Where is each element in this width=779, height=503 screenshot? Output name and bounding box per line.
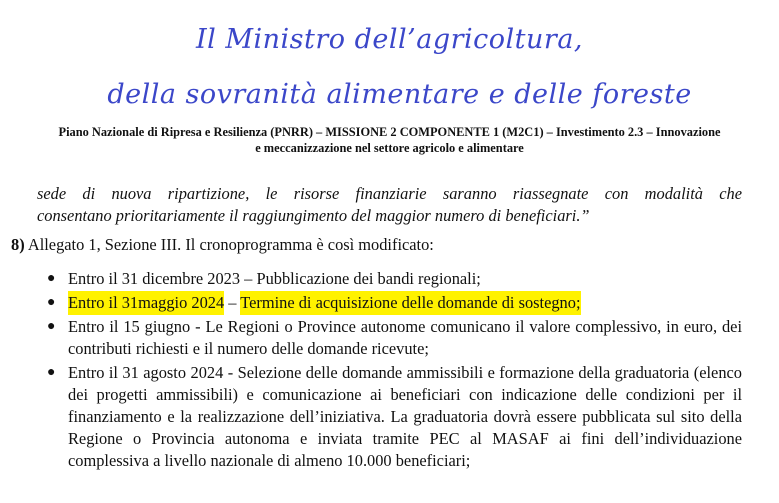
bullet-icon: ● [47,365,56,380]
subtitle-line-2: e meccanizzazione nel settore agricolo e alimentare [255,141,524,155]
quote-line-1: sede di nuova ripartizione, le risorse finanziarie saranno riassegnate con modalità che [37,184,742,203]
timeline-list [47,268,742,474]
bullet-icon: ● [47,271,56,286]
subtitle-line-1: Piano Nazionale di Ripresa e Resilienza (PNRR) – MISSIONE 2 COMPONENTE 1 (M2C1) – Investimento 2.3 – Innovazione [58,125,721,139]
list-item-text: Entro il 31 agosto 2024 - Selezione delle domande ammissibili e formazione della graduatoria (elenco dei progetti ammissibili) e comunicazione ai beneficiari con indicazione delle condizioni per il finanziamento e la realizzazione dell’iniziativa. La graduatoria dovrà essere pubblicata sul sito della Regione o Provincia autonoma e inviata tramite PEC al MASAF ai fini dell’individuazione complessiva a livello nazionale di almeno 10.000 beneficiari; [68,363,742,470]
bullet-icon: ● [47,319,56,334]
list-item [47,316,742,360]
highlighted-text: Termine di acquisizione delle domande di sostegno; [240,291,580,315]
list-item-highlighted [47,292,742,314]
highlighted-date: Entro il 31maggio 2024 [68,291,224,315]
separator: – [224,293,241,312]
quote-line-2: consentano prioritariamente il raggiungimento del maggior numero di beneficiari.” [37,206,590,225]
section-text: Allegato 1, Sezione III. Il cronoprogramma è così modificato: [27,235,434,254]
list-item [47,268,742,290]
list-item-text: Entro il 15 giugno - Le Regioni o Province autonome comunicano il valore complessivo, in euro, dei contributi richiesti e il numero delle domande ricevute; [68,317,742,358]
quoted-paragraph [37,183,742,227]
document-subtitle [0,124,779,156]
bullet-icon: ● [47,295,56,310]
section-number: 8) [11,235,25,254]
list-item-text: Entro il 31 dicembre 2023 – Pubblicazione dei bandi regionali; [68,269,481,288]
section-heading [11,234,434,256]
letterhead-subtitle: della sovranità alimentare e delle foreste [107,79,692,110]
letterhead-title: Il Ministro dell’agricoltura, [195,24,583,55]
list-item [47,362,742,472]
